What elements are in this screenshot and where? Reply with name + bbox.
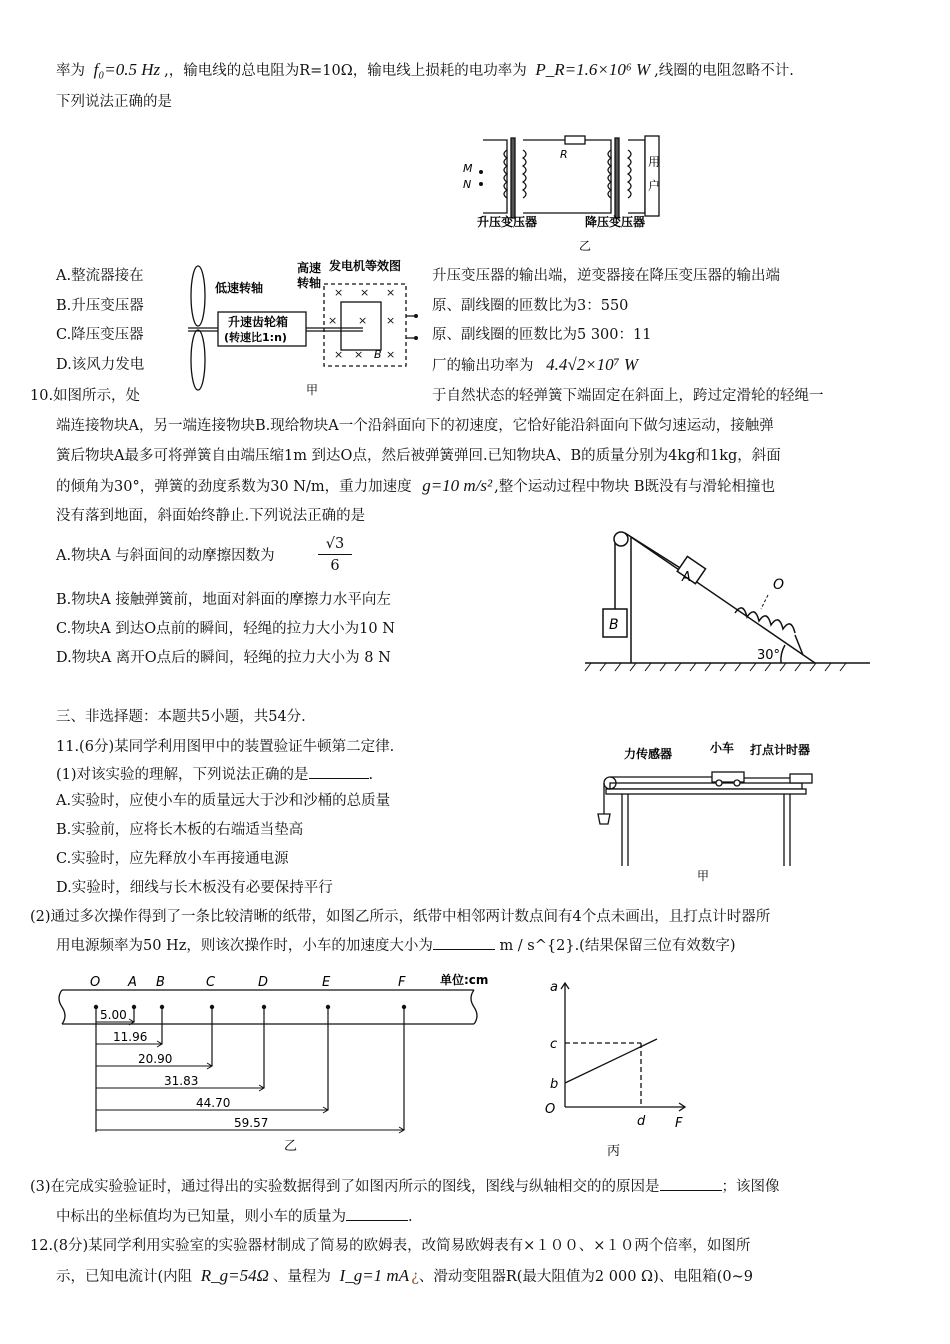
svg-text:×: × xyxy=(386,286,396,299)
caption-yi: 乙 xyxy=(579,239,592,253)
graph-label-a: a xyxy=(550,980,558,995)
q10-option-a: A.物块A 与斜面间的动摩擦因数为 xyxy=(56,548,275,564)
q12-line-1: 12.(8分)某同学利用实验室的实验器材制成了简易的欧姆表，改简易欧姆表有×１００、×１０两个倍率，如图所 xyxy=(30,1238,751,1254)
q10-option-d: D.物块A 离开O点后的瞬间，轻绳的拉力大小为 8 N xyxy=(56,650,391,666)
q11-option-b: B.实验前，应将长木板的右端适当垫高 xyxy=(56,822,304,838)
q9-option-c-right: 原、副线圈的匝数比为5 300：11 xyxy=(432,327,652,343)
answer-blank-3[interactable] xyxy=(660,1176,722,1191)
label-cart: 小车 xyxy=(710,741,735,755)
label-user-2: 户 xyxy=(648,179,661,193)
svg-text:×: × xyxy=(334,286,344,299)
svg-text:×: × xyxy=(328,314,338,327)
q11-part-1: (1)对该实验的理解，下列说法正确的是 . xyxy=(56,764,373,785)
formula-pr: P_R=1.6×10⁶ W xyxy=(535,60,651,79)
cart-experiment-figure xyxy=(570,736,820,886)
tape-point-label-B: B xyxy=(156,975,165,990)
svg-text:×: × xyxy=(360,286,370,299)
q9-option-a-right: 升压变压器的输出端，逆变器接在降压变压器的输出端 xyxy=(432,268,780,284)
q11-option-c: C.实验时，应先释放小车再接通电源 xyxy=(56,851,289,867)
q11-part-3-line-2: 中标出的坐标值均为已知量，则小车的质量为 . xyxy=(56,1206,413,1227)
q12-line-2: 示，已知电流计(内阻 R_g=54Ω 、量程为 I_g=1 mA ¿、滑动变阻器R(最大阻值为2 000 Ω)、电阻箱(0~9 xyxy=(56,1266,753,1285)
label-low-shaft: 低速转轴 xyxy=(215,281,264,295)
q10-line-3: 簧后物块A最多可将弹簧自由端压缩1m 到达O点，然后被弹簧弹回.已知物块A、B的质量分别为4kg和1kg，斜面 xyxy=(56,448,781,464)
tape-distance-label: 20.90 xyxy=(138,1052,173,1066)
label-high-shaft-1: 高速 xyxy=(297,261,322,275)
q10-line-4: 的倾角为30°，弹簧的劲度系数为30 N/m，重力加速度 g=10 m/s² ,整个运动过程中物块 B既没有与滑轮相撞也 xyxy=(56,476,776,495)
label-force-sensor: 力传感器 xyxy=(624,747,673,761)
label-gearbox-2: (转速比1:n) xyxy=(224,331,287,344)
label-step-up: 升压变压器 xyxy=(477,215,538,229)
svg-text:×: × xyxy=(386,314,396,327)
intro-line-1: 率为 f₀=0.5 Hz ,，输电线的总电阻为R=10Ω，输电线上损耗的电功率为 P_R=1.6×10⁶ W ,线圈的电阻忽略不计. xyxy=(56,60,794,79)
q11-part-2-line-2: 用电源频率为50 Hz，则该次操作时，小车的加速度大小为 m / s^{2}.(结果保留三位有效数字) xyxy=(56,935,736,956)
tape-marks xyxy=(90,975,406,1133)
label-generator-eq: 发电机等效图 xyxy=(329,259,402,273)
tape-distance-label: 59.57 xyxy=(234,1116,269,1130)
tape-distance-label: 44.70 xyxy=(196,1096,231,1110)
q10-option-b: B.物块A 接触弹簧前，地面对斜面的摩擦力水平向左 xyxy=(56,592,391,608)
q10-line-2: 端连接物块A，另一端连接物块B.现给物块A一个沿斜面向下的初速度，它恰好能沿斜面向下做匀速运动，接触弹 xyxy=(56,418,774,434)
label-block-A: A xyxy=(682,570,691,585)
q9-option-d-left: D.该风力发电 xyxy=(56,357,145,373)
af-graph-figure xyxy=(525,975,705,1160)
paper-tape-figure xyxy=(58,972,489,1157)
formula-g: g=10 m/s² xyxy=(422,476,493,495)
graph-label-F: F xyxy=(675,1116,683,1131)
label-block-B: B xyxy=(609,617,619,633)
fraction-numerator: √3 xyxy=(318,534,352,555)
q10-fraction xyxy=(318,534,352,577)
formula-f0: f₀=0.5 Hz xyxy=(93,60,161,79)
caption-jia-2: 甲 xyxy=(697,869,710,883)
incline-pulley-figure xyxy=(585,525,870,675)
wind-turbine-figure xyxy=(178,258,423,398)
graph-label-c: c xyxy=(550,1037,558,1052)
q9-option-a-left: A.整流器接在 xyxy=(56,268,144,284)
q9-option-c-left: C.降压变压器 xyxy=(56,327,144,343)
tape-distance-label: 11.96 xyxy=(113,1030,148,1044)
q10-line-1-left: 10.如图所示，处 xyxy=(30,388,141,404)
answer-blank-4[interactable] xyxy=(346,1206,408,1221)
label-timer: 打点计时器 xyxy=(750,743,811,757)
answer-blank-1[interactable] xyxy=(309,764,369,779)
section-3-heading: 三、非选择题：本题共5小题，共54分. xyxy=(56,709,306,725)
formula-ig: I_g=1 mA xyxy=(339,1266,410,1285)
caption-yi-2: 乙 xyxy=(284,1139,298,1154)
formula-power: 4.4√2×10⁷ W xyxy=(546,355,638,374)
tape-point-label-O: O xyxy=(90,975,101,990)
tape-point-label-E: E xyxy=(322,975,331,990)
svg-text:×: × xyxy=(354,348,364,361)
label-user-1: 用 xyxy=(648,155,661,169)
q10-line-5: 没有落到地面，斜面始终静止.下列说法正确的是 xyxy=(56,508,366,524)
label-gearbox-1: 升速齿轮箱 xyxy=(228,315,289,329)
graph-label-O: O xyxy=(545,1102,556,1117)
intro-line-2: 下列说法正确的是 xyxy=(56,94,172,110)
label-high-shaft-2: 转轴 xyxy=(297,276,322,290)
q11-part-2-line-1: (2)通过多次操作得到了一条比较清晰的纸带，如图乙所示，纸带中相邻两计数点间有4个点未画出，且打点计时器所 xyxy=(30,909,771,925)
tape-point-label-A: A xyxy=(128,975,137,990)
tape-distance-label: 5.00 xyxy=(100,1008,127,1022)
svg-text:×: × xyxy=(358,314,368,327)
svg-text:×: × xyxy=(386,348,396,361)
graph-label-b: b xyxy=(550,1077,559,1092)
graph-label-d: d xyxy=(637,1114,646,1129)
tape-distance-label: 31.83 xyxy=(164,1074,199,1088)
fraction-denominator: 6 xyxy=(330,558,340,574)
tape-unit: 单位:cm xyxy=(440,973,489,987)
q11-option-d: D.实验时，细线与长木板没有必要保持平行 xyxy=(56,880,333,896)
label-R: R xyxy=(560,148,568,161)
transformer-circuit-figure xyxy=(455,128,675,253)
label-point-O: O xyxy=(773,577,785,593)
tape-point-label-C: C xyxy=(206,975,216,990)
garbled-char: ¿ xyxy=(411,1269,419,1285)
tape-point-label-D: D xyxy=(258,975,269,990)
q10-option-c: C.物块A 到达O点前的瞬间，轻绳的拉力大小为10 N xyxy=(56,621,395,637)
caption-bing: 丙 xyxy=(607,1144,621,1159)
label-angle: 30° xyxy=(757,648,781,663)
formula-rg: R_g=54Ω xyxy=(200,1266,269,1285)
label-N: N xyxy=(463,178,472,191)
q9-option-b-right: 原、副线圈的匝数比为3：550 xyxy=(432,298,629,314)
q10-line-1-right: 于自然状态的轻弹簧下端固定在斜面上，跨过定滑轮的轻绳一 xyxy=(432,388,824,404)
q11-option-a: A.实验时，应使小车的质量远大于沙和沙桶的总质量 xyxy=(56,793,391,809)
svg-text:×: × xyxy=(334,348,344,361)
label-M: M xyxy=(463,162,473,175)
q9-option-d-right: 厂的输出功率为 4.4√2×10⁷ W xyxy=(432,355,638,374)
tape-point-label-F: F xyxy=(398,975,406,990)
label-B-field: B xyxy=(374,348,382,361)
label-step-down: 降压变压器 xyxy=(585,215,646,229)
q11-heading: 11.(6分)某同学利用图甲中的装置验证牛顿第二定律. xyxy=(56,739,395,755)
q9-option-b-left: B.升压变压器 xyxy=(56,298,144,314)
caption-jia: 甲 xyxy=(306,383,319,397)
q11-part-3-line-1: (3)在完成实验验证时，通过得出的实验数据得到了如图丙所示的图线，图线与纵轴相交的的原因是 ；该图像 xyxy=(30,1176,780,1197)
answer-blank-2[interactable] xyxy=(433,935,495,950)
